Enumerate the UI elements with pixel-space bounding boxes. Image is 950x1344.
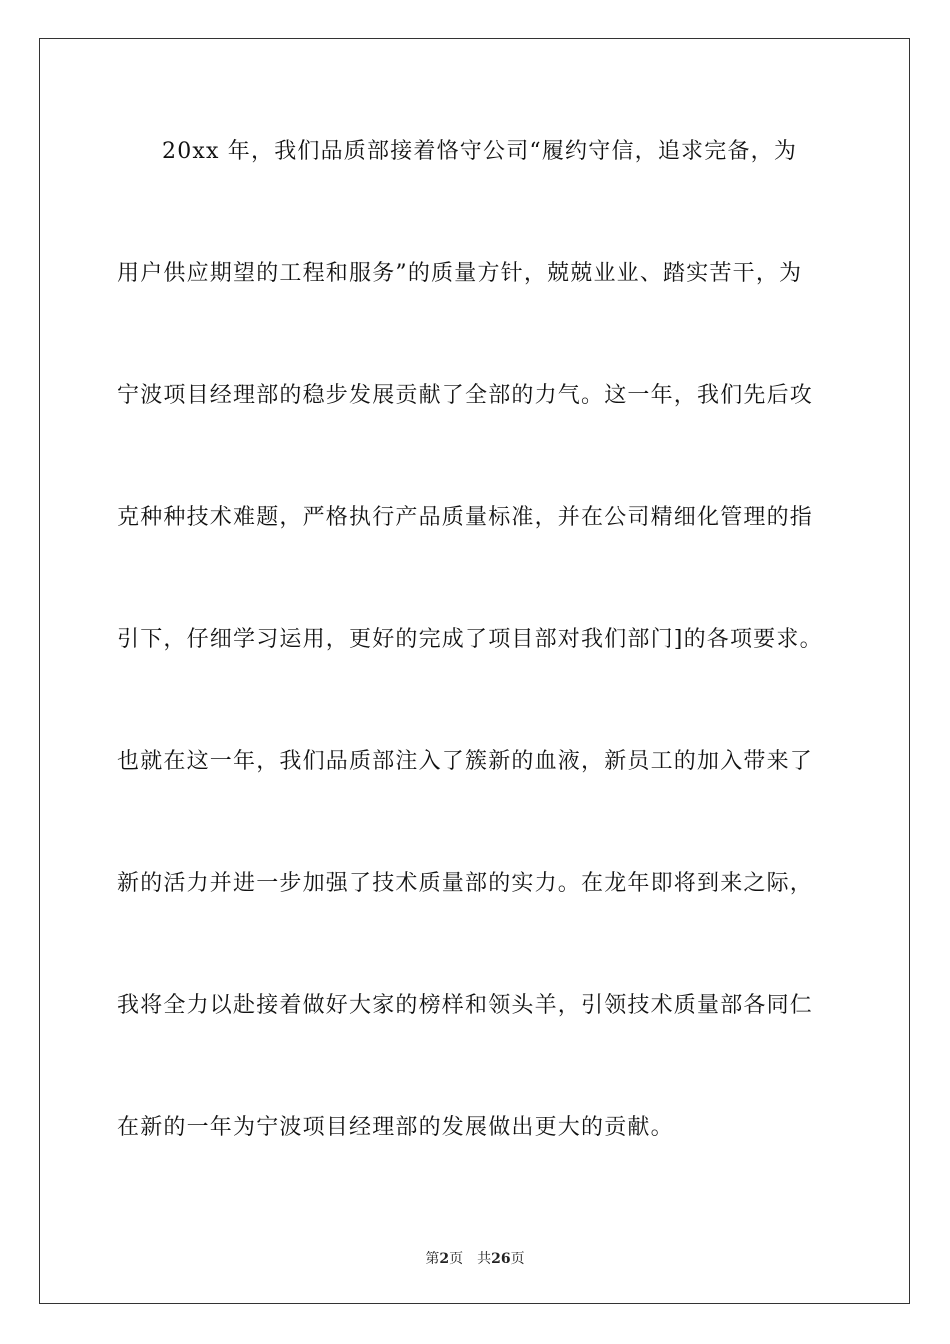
page-total-count: 26 bbox=[491, 1251, 511, 1267]
page-total-prefix: 共 bbox=[477, 1251, 492, 1267]
paragraph-line: 用户供应期望的工程和服务”的质量方针，兢兢业业、踏实苦干，为 bbox=[117, 261, 803, 286]
paragraph-line: 我将全力以赴接着做好大家的榜样和领头羊，引领技术质量部各同仁 bbox=[117, 993, 814, 1018]
page-total-suffix: 页 bbox=[510, 1251, 525, 1267]
page-footer bbox=[0, 1248, 950, 1268]
page-number-current: 2 bbox=[439, 1251, 450, 1267]
page-number-prefix: 第 bbox=[425, 1251, 440, 1267]
paragraph-line: 也就在这一年，我们品质部注入了簇新的血液，新员工的加入带来了 bbox=[117, 749, 814, 774]
paragraph-line: 新的活力并进一步加强了技术质量部的实力。在龙年即将到来之际， bbox=[117, 871, 814, 896]
paragraph-line: 宁波项目经理部的稳步发展贡献了全部的力气。这一年，我们先后攻 bbox=[117, 383, 814, 408]
paragraph-line: 在新的一年为宁波项目经理部的发展做出更大的贡献。 bbox=[117, 1115, 674, 1140]
page-number-suffix: 页 bbox=[449, 1251, 464, 1267]
paragraph-line: 克种种技术难题，严格执行产品质量标准，并在公司精细化管理的指 bbox=[117, 505, 814, 530]
paragraph-line: 引下，仔细学习运用，更好的完成了项目部对我们部门]的各项要求。 bbox=[117, 627, 823, 652]
paragraph-line: 20xx 年，我们品质部接着恪守公司“履约守信，追求完备，为 bbox=[162, 139, 798, 164]
